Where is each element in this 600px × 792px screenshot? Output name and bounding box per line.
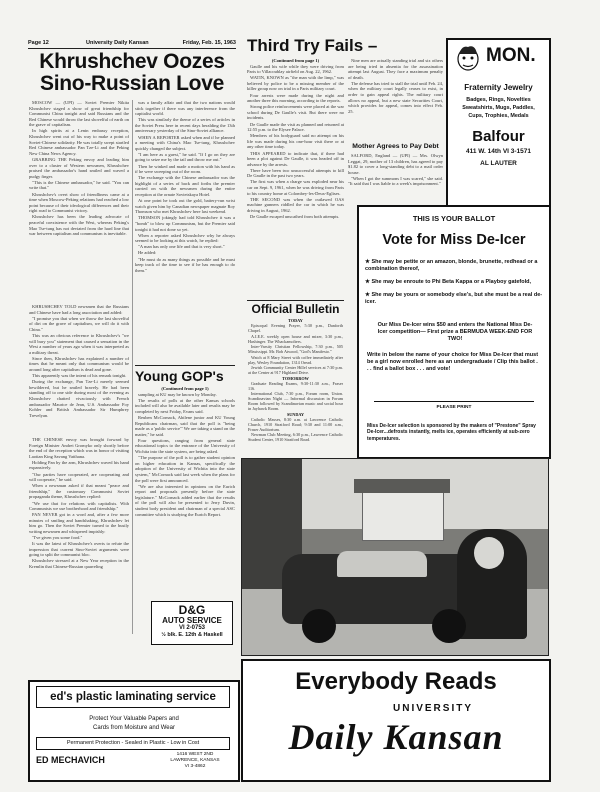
story-paragraph: Four arrests were made during the night and another three this morning, according to the reports. [247,92,344,104]
photo-wheel-right [432,609,466,643]
balfour-store: Balfour [472,128,525,145]
paper-name: University Daily Kansan [86,40,149,46]
eds-headline: ed's plastic laminating service [50,691,216,703]
eds-name: ED MECHAVICH [36,755,105,765]
story-paragraph: "This is the Chinese ambassador," he said. "You can write that." [29,179,129,191]
fraternity-jewelry-lines: Badges, Rings, Novelties Sweatshirts, Mugs, Paddles, Cups, Trophies, Medals [462,97,535,119]
story-paragraph: SALFORD, England — (UPI) — Mrs. Olwyn Leggat, 29, mother of 13 children, has agreed to pay $1.82 to cover a long-standing debt to a mail order house. [348,153,443,175]
bulletin-item: Graduate Reading Exams, 9:30-11:30 a.m., Fraser 116. [248,380,343,391]
bulletin-item: A.I.E.E. weekly open house and mixer, 3:30 p.m., Hashinger. The Whackamolters. [248,333,343,344]
everybody-university: UNIVERSITY [393,703,474,714]
story-paragraph: Khrushchev has been the leading advocate of peaceful coexistence with the West, whereas Peking's Mao Tse-tung has not deviated from the hard line that war between capitalism and communism is inevitable. [29,214,129,237]
story-paragraph: "He must do as many things as possible and he must keep track of the time to see if he has enough to do them." [135,256,235,273]
page-number: Page 12 [28,40,49,46]
gops-continued: (Continued from page 1) [161,386,209,391]
story-paragraph: Reuben McCornack, Abilene junior and KU Young Republicans chairman, said that the poll is "being made as a 'public service'" We are taking a stand on the matter," he said. [135,414,235,437]
dg-name: D&G [178,603,206,617]
gop-top-rule [135,365,235,366]
story-paragraph: De Gaulle made the visit as planned and returned at 12:55 p.m. to the Elysee Palace. [247,121,344,133]
photo-person-face [474,537,504,569]
story-paragraph: sampling at KU may be known by Monday. [138,391,217,397]
story-paragraph: This was similarly the theme of a series of articles in the Soviet Press here in recent days heralding the 13th anniversary yesterday of the Sino-Soviet alliance. [135,117,235,134]
third-try-headline: Third Try Fails – [247,36,378,55]
dg-address: ½ blk. E. 12th & Haskell [161,632,223,638]
official-bulletin-title: Official Bulletin [251,302,340,316]
ballot-this-is: THIS IS YOUR BALLOT [412,214,496,223]
story-paragraph: PAN NEVER got in a word and, after a few more minutes of smiling and handshaking, Khrushchev let him go. Then the Soviet Premier turned to the busily writing newsmen and whispered impishly: [29,512,129,534]
column-divider [132,100,133,634]
story-paragraph: He added: [138,250,157,256]
story-paragraph: Khrushchev's overt show of friendliness came at a time when Moscow-Peking relations had reached a low point because of their ideological differences and their right road to Communist victory. [29,191,129,214]
story-paragraph: THIS APPEARED to indicate that, if there had been a plot against De Gaulle, it was headed off in advance by the arrests. [247,150,344,167]
khrushchev-story-col2 [135,100,235,362]
eds-line1: Protect Your Valuable Papers and [89,716,179,722]
ballot-ad [357,205,551,459]
story-paragraph: This apparently was the intent of his remark tonight. [32,373,127,379]
story-paragraph: "I've given you some food." [32,535,83,541]
story-paragraph: MOSCOW — (UPI) — Soviet Premier Nikita Khrushchev staged a show of great friendship for Communist China tonight and said Russians and the Red Chinese would throw the last shovelful of earth on the grave of capitalism. [29,100,129,128]
story-paragraph: The results of polls at the other Kansas schools included will also be available later and results may be completed by next Friday, Evans said. [135,397,235,414]
story-paragraph: When a reporter asked Khrushchev why he always seemed to be looking at this watch, he replied: [135,232,235,244]
story-paragraph: was a family affair and that the two nations would stick together if there was any interference from the capitalist world. [135,100,235,117]
story-paragraph: KHRUSHCHEV TOLD newsmen that the Russians and Chinese have had a long association and added: [29,304,129,315]
page-header [28,40,236,48]
story-paragraph: "I am here as a guest," he said. "If I go on they are going to seize me by the tail and throw me out." [135,151,235,163]
eds-laminating-ad [28,680,240,782]
eds-headline-box [36,686,230,708]
story-paragraph: GRABBING THE Peking envoy and leading him over to a cluster of Western newsmen, Khrushchev praised the ambassador's hand smiled and waved a pudgy finger. [29,156,129,179]
header-rule [28,48,236,49]
story-paragraph: THE SECOND was when the outlawed OAS machine gunners riddled the car in which he was driving in August, 1962. [247,196,344,213]
bulletin-item: Jewish Community Center Hillel services at 7:30 p.m. at the Center at 917 Highland Drive. [248,365,343,375]
story-paragraph: "We use that for relations with capitalists. With Communists we use brotherhood and friendship." [29,500,129,512]
photo-wheel-left [302,609,336,643]
story-paragraph: It was the latest of Khrushchev's overts to refute the impression that current Sino-Soviet arguments were going to split the communist bloc. [29,541,129,558]
ballot-bullet-2: ★ She may be enroute to Phi Beta Kappa or a Playboy gatefold, [365,279,532,285]
bulletin-item: Episcopal Evening Prayer, 5:30 p.m., Danforth Chapel. [248,323,343,333]
story-paragraph: Four questions, ranging from general state educational topics to the entrance of the University of Wichita into the state system, are being asked. [135,437,235,455]
story-paragraph: Strong police reinforcements were placed at the war school during De Gaulle's visit. But there were no incidents. [247,104,344,121]
story-paragraph: "A man has only one life and that is very short." [138,244,225,250]
khrushchev-story-col1c [29,437,129,635]
ballot-bullets [365,259,543,306]
bulletin-item: International Club, 7:30 p.m., Forum room, Union. Scandinavian Night — Informal discussion in Forum Room followed by Scandinavian music and social hour in Jayhawk Room. [248,391,343,411]
third-try-col1 [247,58,344,298]
story-paragraph: "We are also interested in opinions on the Eurich report and proposals presently before the state legislature." McCornack added earlier that the results of the poll will also be presented to Jerry Duvin, student body president and chairman of a special ASC committee which is studying the Eurich Report. [135,483,235,517]
ballot-prize: Our Miss De-Icer wins $50 and enters the National Miss De-Icer competition— First prize a BERMUDA WEEK-END FOR TWO! [377,322,533,342]
bulletin-day-heading: TODAY [288,318,303,323]
eds-line3: Permanent Protection - Sealed in Plastic - Low in Cost [66,740,200,746]
mother-story [348,153,443,201]
dg-phone: VI 2-0753 [178,625,206,631]
story-paragraph: THOMSON jokingly had told Khrushchev it was a "bomb" to blow up Communism, but the Premier said tonight it had not done so yet. [135,215,235,232]
bulletin-item: Inter-Varsity Christian Fellowship, 7:30 p.m., 505 Mississippi. Mr. Bob Atwood, "God's Manifesto." [248,344,343,354]
everybody-reads-ad [241,659,551,782]
photo-house-roof [354,479,450,493]
eds-permanent-box [36,737,230,750]
story-paragraph: The first was when a charge was exploded near his car on Sept. 9, 1961, when he was driving from Paris to his country home at Colombey-les-Deux-Eglises. [247,179,344,196]
bulletin-item: Watch at 8 Mary Street with coffee immediately after play, Wesley Foundation, 1314 Oread. [248,354,343,365]
balfour-address: 411 W. 14th VI 3-1571 [465,148,532,155]
third-try-col2 [348,58,443,142]
story-paragraph: "I promise you that when we throw the last shovelful of dirt on the grave of capitalism, we will do it with China." [29,315,129,332]
bulletin-day-heading: TOMORROW [282,375,309,381]
bulletin-item: Newman Club Meeting, 6:30 p.m., Lawrence Catholic Student Center, 1910 Stratford Road. [248,432,343,442]
story-paragraph: Gaulle and his wife while they were driving from Paris to Villacoublay airfield on Aug. 22, 1962. [247,63,344,75]
story-paragraph: Then he winked and made a motion with his hand as if he were sweeping out of the room. [135,163,235,175]
mon-ad [446,38,551,218]
ballot-please-print: PLEASE PRINT [436,405,472,410]
story-paragraph: WATIN, KNOWN as "the man with the limp," was believed by police to be a missing member of the killer group now on trial in a Paris military court. [247,75,344,92]
khrushchev-story-col1b [29,304,129,437]
photo-car-windshield [337,551,427,577]
ballot-instructions: Write in below the name of your choice for Miss De-Icer that must be a girl now enrolled here as an undergraduate / Clip this ballot . . . find a ballot box . . . and vote! [367,352,539,372]
story-paragraph: "Our parties have cooperated, are cooperating and will cooperate," he said. [29,471,129,483]
official-bulletin-body [248,318,343,442]
story-paragraph: Nine men are actually standing trial and six others are being tried in absentia for the assassination attempt last August. They face a maximum penalty of death. [348,58,443,80]
story-paragraph: "When I got the summons I was scared," she said. "It said that I was liable to a week's imprisonment." [348,175,443,187]
eds-address: 1416 WEST 2ND LAWRENCE, KANSAS VI 3-4862 [170,752,220,769]
story-paragraph: "The purpose of the poll is to gather student opinion on higher education in Kansas, specifically the adoption of the University of Wichita into the state system," McCornack said last week when the plans for the poll were first announced. [135,455,235,483]
story-paragraph: De Gaulle escaped unscathed from both attempts. [250,214,340,220]
eds-line2: Cards from Moisture and Wear [93,725,175,731]
story-paragraph: When a newsman asked if that meant "peace and friendship," the customary Communist Soviet propaganda theme, Khrushchev replied: [29,483,129,500]
story-paragraph: Since then, Khrushchev has explained a number of times that he meant only that communism would be around long after capitalism is dead and gone. [29,355,129,373]
ballot-bullet-3: ★ She may be yours or somebody else's, but she must be a real de-icer. [365,292,543,305]
daily-kansan-masthead: Daily Kansan [288,717,504,757]
story-paragraph: There have been two unsuccessful attempts to kill De Gaulle in the past two years. [247,167,344,179]
bulletin-day-heading: SUNDAY [286,411,305,417]
story-paragraph: This was an obvious reference to Khrushchev's "we will bury you" statement that caused a sensation in the West a number of years ago when it was interpreted as a military threat. [29,332,129,355]
bulletin-item: Catholic Masses, 8:30 a.m. at Lawrence Catholic Church, 1910 Stratford Road; 9:30 and 11:00 a.m., Fraser Auditorium. [248,416,343,432]
issue-date: Friday, Feb. 15, 1963 [182,40,236,46]
story-paragraph: Members of his bodyguard said no attempt on his life was made during his one-hour visit there or at any other time today. [247,133,344,150]
story-paragraph: The exchange with the Chinese ambassador was the highlight of a series of back and forths the premier carried on with the newsmen during the entire reception at the ornate Sovietskaya Hotel. [135,175,235,197]
everybody-reads-headline: Everybody Reads [295,668,497,695]
ballot-headline: Vote for Miss De-Icer [382,232,526,248]
story-paragraph: WHEN A REPORTER asked when and if he planned a meeting with China's Mao Tse-tung, Khrushchev quickly changed the subject. [135,134,235,151]
story-paragraph: At one point he took out the gold, battery-run wrist watch given him by Canadian newspaper magnate Roy Thomson who met Khrushchev here last weekend. [135,198,235,215]
bulletin-top-rule [247,300,344,301]
story-paragraph: Khrushchev stressed at a New Year reception in the Kremlin that Chinese-Russian quarreling [29,558,129,570]
cartoon-face-icon [452,42,484,74]
story-paragraph: During the exchange, Pan Tze-Li merely seemed bewildered, but he smiled bravely. He had been standing off to one side during most of the evening as Khrushchev chatted vivaciously with French ambassador Maurice de Jean, U.S. Ambassador Foy Kohler and British Ambassador Sir Humphrey Trevelyan. [29,379,129,418]
car-photo [241,458,549,656]
balfour-contact: AL LAUTER [480,160,517,167]
young-gops-story [135,386,235,596]
story-paragraph: Holding Pan by the arm, Khrushchev waved his hand expansively. [29,459,129,471]
ballot-sponsor: Miss De-Icer selection is sponsored by the makers of "Prestone" Spray De-Icer...defrosts instantly, melts ice, operates efficiently at sub-zero temperatures. [367,423,536,442]
story-paragraph: THE CHINESE envoy was brought forward by Foreign Minister Andrei Gromyko only shortly before the end of the reception which was in honor of visiting Laotian King Savang Vatthana. [29,437,129,459]
dg-service: AUTO SERVICE [162,616,222,625]
story-paragraph: The defense has tried to stall the trial until Feb. 24, when the military court legally ceases to exist, in order to gain appeal rights. The military court allows no appeal, but a new state Securities Court, which provides for appeal, comes into effect Feb. 25. [348,80,443,114]
ballot-write-in-line[interactable] [374,389,534,402]
mon-text: MON. [486,45,536,66]
khrushchev-headline: Khrushchev Oozes Sino-Russian Love [39,50,225,95]
dg-auto-ad [151,601,233,645]
fraternity-jewelry-title: Fraternity Jewelry [464,83,533,92]
third-try-continued: (Continued from page 1) [271,58,320,63]
young-gops-headline: Young GOP's [135,368,224,384]
photo-house [362,489,444,541]
ballot-bullet-1: ★ She may be petite or an amazon, blonde, brunette, redhead or a combination thereof, [365,259,538,272]
mother-headline: Mother Agrees to Pay Debt [352,143,439,150]
story-paragraph: In high spirits at a Lenin embassy reception, Khrushchev went out of his way to make a point of Soviet-Chinese solidarity. He was totally swept startled Red Chinese ambassador Pan Tze-Li and the Peking New China News Agency. [29,128,129,156]
khrushchev-story-col1 [29,100,129,237]
